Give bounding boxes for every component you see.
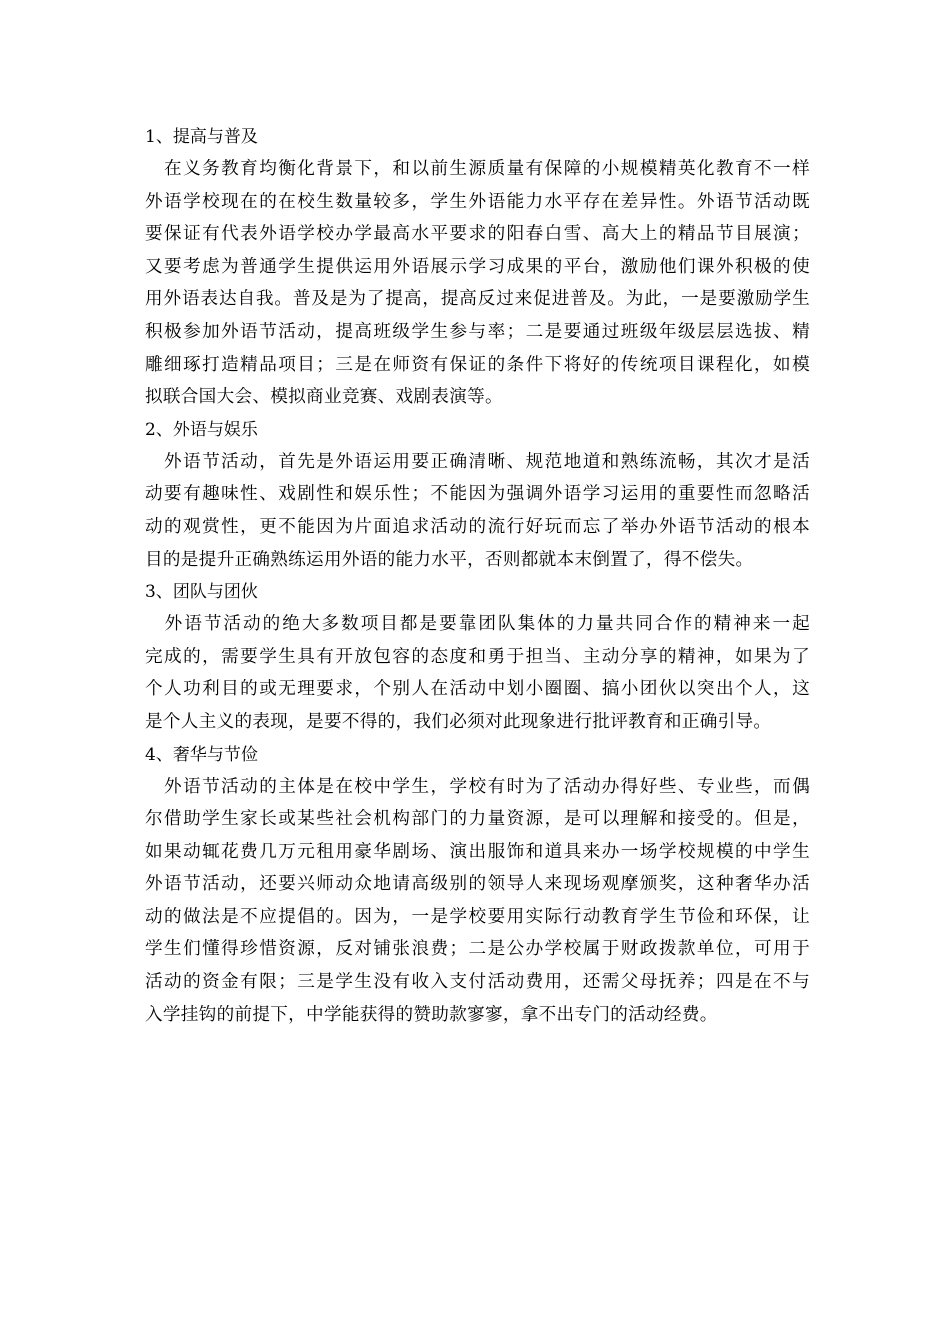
section-heading: 1、提高与普及 [145,127,258,147]
text-line: 外语学校现在的在校生数量较多，学生外语能力水平存在差异性。外语节活动既 [145,191,810,212]
section-paragraph [145,153,810,414]
text-line: 入学挂钩的前提下，中学能获得的赞助款寥寥，拿不出专门的活动经费。 [145,1004,718,1025]
text-line: 动的观赏性，更不能因为片面追求活动的流行好玩而忘了举办外语节活动的根本 [145,516,810,537]
text-line: 学生们懂得珍惜资源，反对铺张浪费；二是公办学校属于财政拨款单位，可用于 [145,939,810,960]
text-line: 完成的，需要学生具有开放包容的态度和勇于担当、主动分享的精神，如果为了 [145,646,810,667]
section-4 [145,739,810,1032]
text-line: 积极参加外语节活动，提高班级学生参与率；二是要通过班级年级层层选拔、精 [145,321,810,342]
text-line: 雕细琢打造精品项目；三是在师资有保证的条件下将好的传统项目课程化，如模 [145,354,810,375]
text-line: 在义务教育均衡化背景下，和以前生源质量有保障的小规模精英化教育不一样 [145,159,810,179]
section-heading: 4、奢华与节俭 [145,744,258,765]
text-line: 又要考虑为普通学生提供运用外语展示学习成果的平台，激励他们课外积极的使 [145,256,810,277]
text-line: 如果动辄花费几万元租用豪华剧场、演出服饰和道具来办一场学校规模的中学生 [145,841,810,862]
text-line: 拟联合国大会、模拟商业竞赛、戏剧表演等。 [145,387,503,408]
section-paragraph [145,446,810,576]
section-2 [145,414,810,576]
text-line: 用外语表达自我。普及是为了提高，提高反过来促进普及。为此，一是要激励学生 [145,289,810,310]
text-line: 外语节活动的绝大多数项目都是要靠团队集体的力量共同合作的精神来一起 [145,614,810,635]
text-line: 尔借助学生家长或某些社会机构部门的力量资源，是可以理解和接受的。但是， [145,809,810,830]
text-line: 动的做法是不应提倡的。因为，一是学校要用实际行动教育学生节俭和环保，让 [145,906,810,927]
text-line: 要保证有代表外语学校办学最高水平要求的阳春白雪、高大上的精品节目展演； [145,224,810,245]
text-line: 外语节活动的主体是在校中学生，学校有时为了活动办得好些、专业些，而偶 [145,776,810,797]
text-line: 是个人主义的表现，是要不得的，我们必须对此现象进行批评教育和正确引导。 [145,711,772,732]
text-line: 外语节活动，首先是外语运用要正确清晰、规范地道和熟练流畅，其次才是活 [145,451,810,472]
section-3 [145,576,810,738]
text-line: 活动的资金有限；三是学生没有收入支付活动费用，还需父母抚养；四是在不与 [145,972,810,993]
text-line: 个人功利目的或无理要求，个别人在活动中划小圈圈、搞小团伙以突出个人，这 [145,679,810,700]
section-paragraph [145,771,810,1032]
section-1 [145,121,810,414]
section-heading: 2、外语与娱乐 [145,419,258,440]
document-page [145,121,810,1031]
section-paragraph [145,608,810,738]
text-line: 外语节活动，还要兴师动众地请高级别的领导人来现场观摩颁奖，这种奢华办活 [145,874,810,895]
section-heading: 3、团队与团伙 [145,582,258,603]
text-line: 目的是提升正确熟练运用外语的能力水平，否则都就本末倒置了，得不偿失。 [145,549,754,570]
text-line: 动要有趣味性、戏剧性和娱乐性；不能因为强调外语学习运用的重要性而忽略活 [145,484,810,505]
